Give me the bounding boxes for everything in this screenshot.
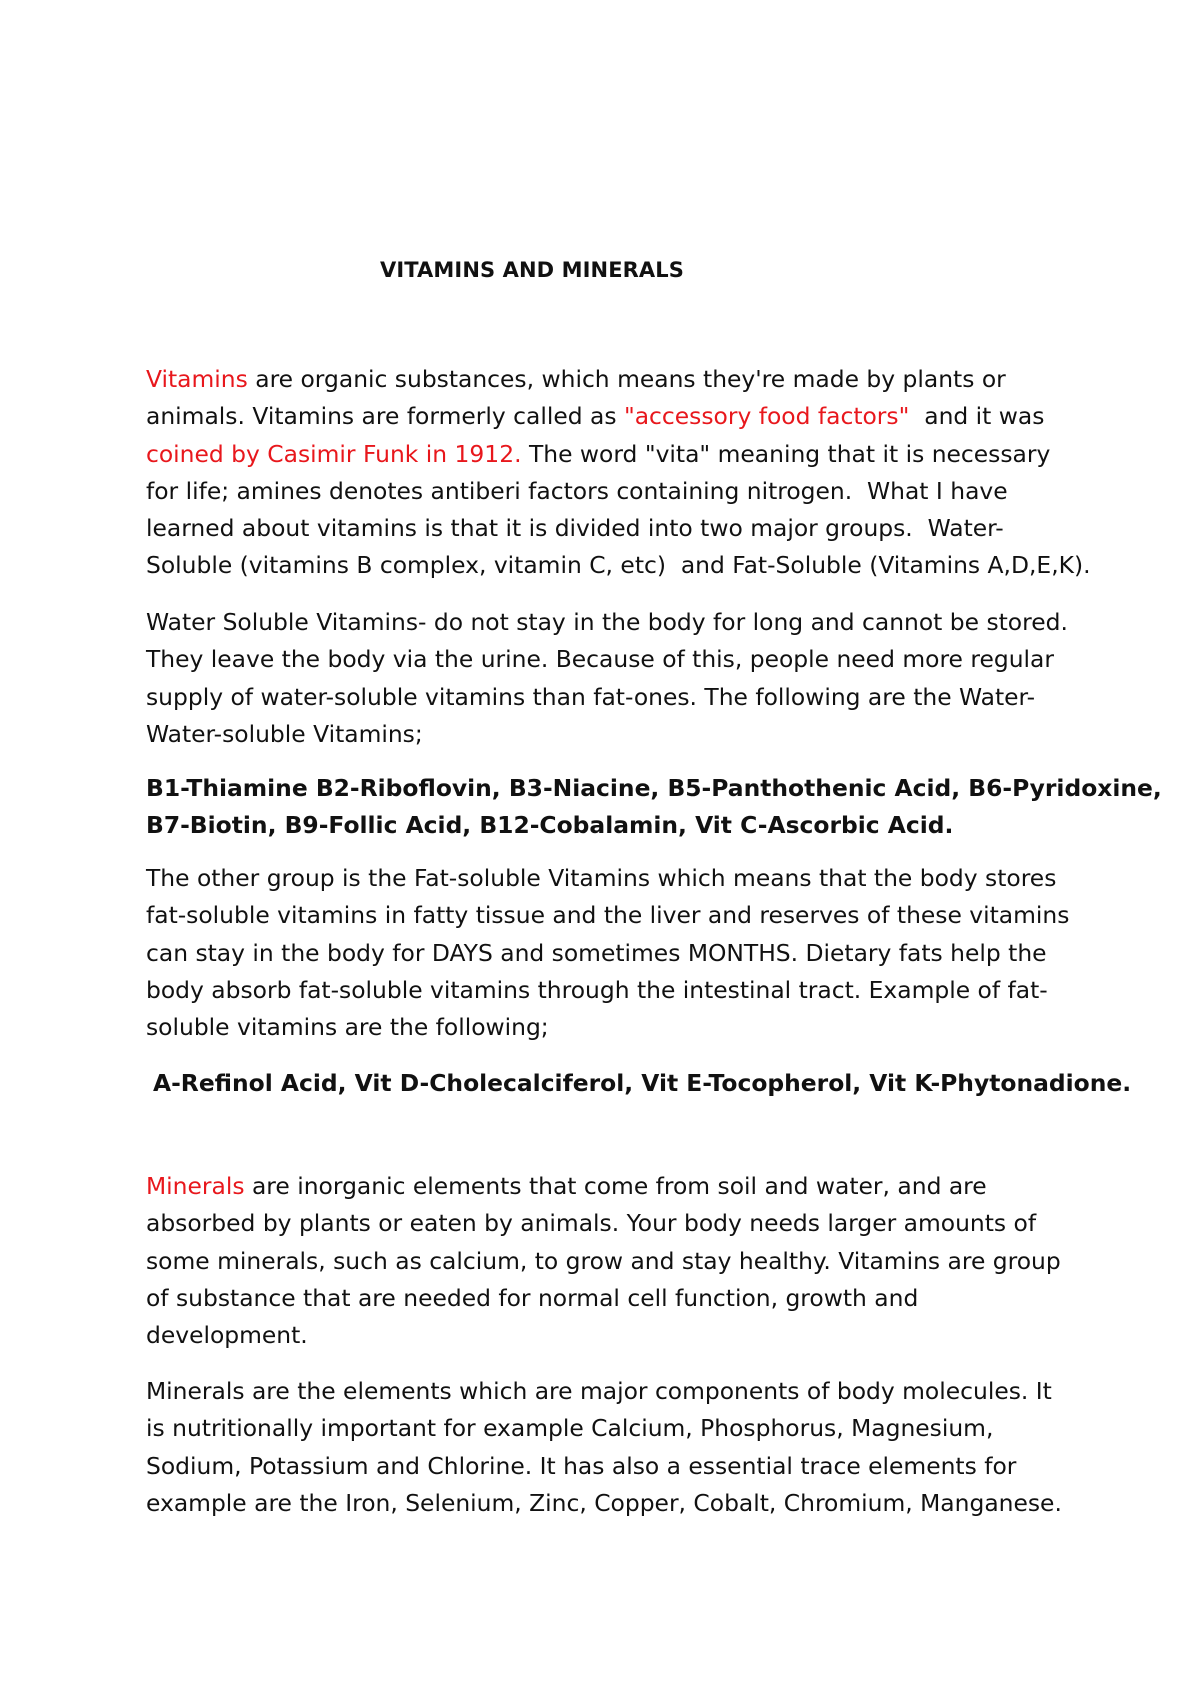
keyword-vitamins: Vitamins: [146, 365, 248, 393]
text-line: [146, 361, 1106, 398]
text-line: A-Refinol Acid, Vit D-Cholecalciferol, Vit E-Tocopherol, Vit K-Phytonadione.: [153, 1069, 1132, 1097]
text-line: Minerals are the elements which are major components of body molecules. It: [146, 1377, 1052, 1405]
text-line: body absorb fat-soluble vitamins through the intestinal tract. Example of fat-: [146, 975, 1048, 1004]
paragraph-vitamins-intro: [146, 361, 1106, 585]
text-span: and it was: [909, 402, 1045, 431]
text-line: for life; amines denotes antiberi factors containing nitrogen. What I have: [146, 476, 1008, 505]
text-span: are inorganic elements that come from soil and water, and are: [244, 1172, 987, 1200]
paragraph-fat-soluble: [146, 860, 1106, 1046]
text-line: B7-Biotin, B9-Follic Acid, B12-Cobalamin, Vit C-Ascorbic Acid.: [146, 811, 954, 840]
text-line: fat-soluble vitamins in fatty tissue and the liver and reserves of these vitamins: [146, 901, 1070, 930]
keyword-accessory-food-factors: "accessory food factors": [623, 402, 910, 431]
text-line: soluble vitamins are the following;: [146, 1013, 549, 1042]
text-line: some minerals, such as calcium, to grow and stay healthy. Vitamins are group: [146, 1246, 1061, 1275]
text-line: is nutritionally important for example Calcium, Phosphorus, Magnesium,: [146, 1414, 994, 1443]
text-line: development.: [146, 1321, 308, 1350]
text-line: Sodium, Potassium and Chlorine. It has also a essential trace elements for: [146, 1451, 1017, 1480]
text-line: The other group is the Fat-soluble Vitamins which means that the body stores: [146, 864, 1057, 892]
keyword-casimir-funk: coined by Casimir Funk in 1912.: [146, 439, 522, 468]
water-soluble-vitamin-list: [146, 770, 1162, 845]
text-line: [146, 1168, 1106, 1205]
paragraph-minerals-intro: [146, 1168, 1106, 1354]
keyword-minerals: Minerals: [146, 1172, 245, 1200]
text-line: example are the Iron, Selenium, Zinc, Copper, Cobalt, Chromium, Manganese.: [146, 1488, 1062, 1517]
text-line: They leave the body via the urine. Because of this, people need more regular: [146, 645, 1054, 674]
paragraph-minerals-elements: [146, 1373, 1106, 1522]
text-span: The word "vita" meaning that it is necessary: [521, 439, 1051, 468]
text-line: of substance that are needed for normal cell function, growth and: [146, 1283, 919, 1312]
text-line: Water-soluble Vitamins;: [146, 719, 423, 748]
text-line: [146, 436, 1106, 473]
text-line: can stay in the body for DAYS and sometimes MONTHS. Dietary fats help the: [146, 938, 1047, 967]
text-line: Soluble (vitamins B complex, vitamin C, etc) and Fat-Soluble (Vitamins A,D,E,K).: [146, 551, 1091, 580]
document-title: VITAMINS AND MINERALS: [380, 258, 684, 282]
text-line: absorbed by plants or eaten by animals. Your body needs larger amounts of: [146, 1209, 1037, 1238]
text-line: B1-Thiamine B2-Riboflovin, B3-Niacine, B5-Panthothenic Acid, B6-Pyridoxine,: [146, 774, 1162, 802]
paragraph-water-soluble: [146, 604, 1106, 753]
text-line: learned about vitamins is that it is divided into two major groups. Water-: [146, 514, 1004, 543]
text-span: animals. Vitamins are formerly called as: [146, 402, 624, 431]
fat-soluble-vitamin-list: [146, 1065, 1132, 1102]
text-span: are organic substances, which means they're made by plants or: [247, 365, 1006, 393]
text-line: [146, 398, 1106, 435]
text-line: Water Soluble Vitamins- do not stay in the body for long and cannot be stored.: [146, 608, 1068, 636]
text-line: supply of water-soluble vitamins than fat-ones. The following are the Water-: [146, 682, 1036, 711]
